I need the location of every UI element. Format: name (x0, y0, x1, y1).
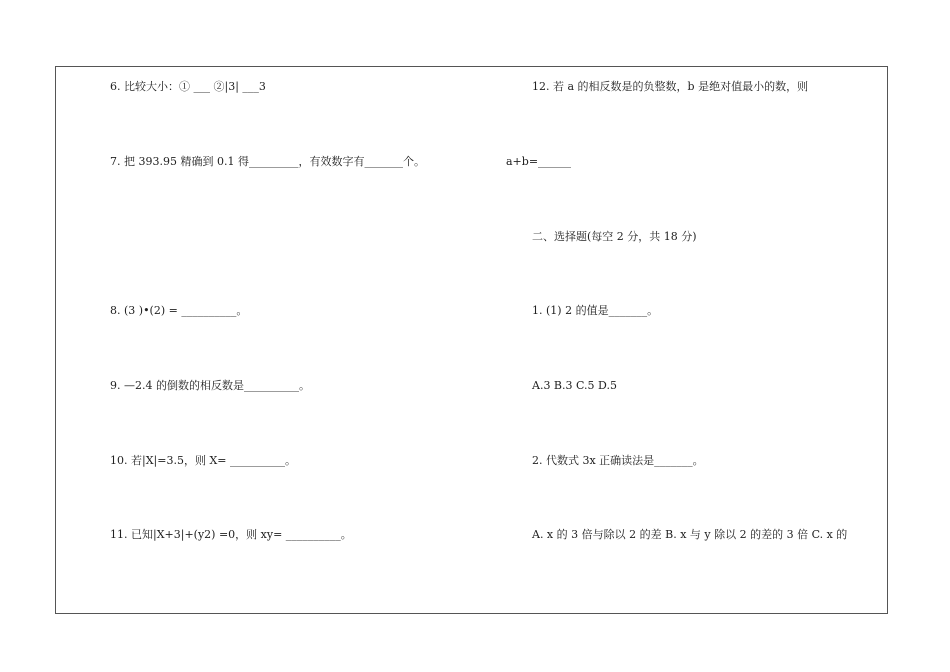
question-12: 12. 若 a 的相反数是的负整数，b 是绝对值最小的数，则 (532, 80, 809, 93)
choice-question-2-options: A. x 的 3 倍与除以 2 的差 B. x 与 y 除以 2 的差的 3 倍 C. x 的 (532, 528, 848, 541)
question-11: 11. 已知|X+3|+(y2) =0，则 xy= __________。 (110, 528, 352, 541)
question-8: 8. (3 )•(2) = __________。 (110, 304, 248, 317)
choice-question-2: 2. 代数式 3x 正确读法是_______。 (532, 454, 704, 467)
question-10: 10. 若|X|=3.5，则 X= __________。 (110, 454, 296, 467)
question-12-answer: a+b=______ (506, 155, 572, 168)
choice-question-1: 1. (1) 2 的值是_______。 (532, 304, 659, 317)
question-6: 6. 比较大小：① ___ ②|3| ___3 (110, 80, 266, 93)
question-9: 9. —2.4 的倒数的相反数是__________。 (110, 379, 310, 392)
choice-question-1-options: A.3 B.3 C.5 D.5 (532, 379, 617, 392)
question-7: 7. 把 393.95 精确到 0.1 得_________，有效数字有_______个。 (110, 155, 425, 168)
section-title: 二、选择题(每空 2 分，共 18 分) (532, 230, 697, 243)
